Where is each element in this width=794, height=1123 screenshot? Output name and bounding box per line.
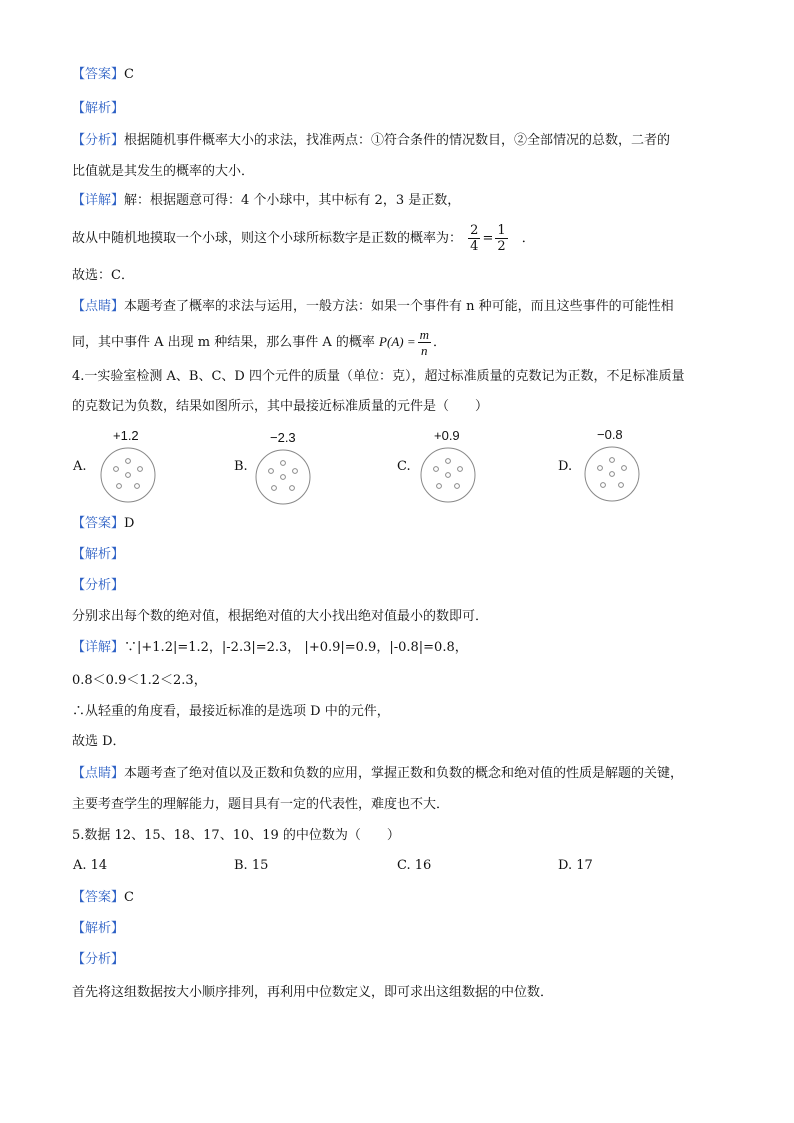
q4-fenxi-text: 分别求出每个数的绝对值，根据绝对值的大小找出绝对值最小的数即可．	[72, 609, 489, 624]
answer-tag: 【答案】	[72, 890, 125, 905]
q4-jiexi: 【解析】	[72, 547, 125, 562]
dianjing-tag: 【点睛】	[72, 766, 125, 781]
answer-value: C	[124, 890, 134, 905]
answer-value: C	[124, 67, 134, 82]
option-label: C.	[397, 459, 411, 474]
fraction-m-over-n	[418, 327, 431, 358]
period: ．	[433, 335, 447, 350]
q4-xiangjie-line-2: 0.8＜0.9＜1.2＜2.3，	[72, 673, 207, 688]
option-value: −0.8	[597, 427, 623, 442]
xiangjie-tag: 【详解】	[72, 640, 125, 655]
q5-option-a: A. 14	[73, 858, 108, 873]
frac-num: m	[419, 327, 429, 342]
q5-jiexi: 【解析】	[72, 921, 125, 936]
q4-answer	[72, 515, 134, 533]
q4-fenxi-tag: 【分析】	[72, 578, 125, 593]
xiangjie-text: 故从中随机地摸取一个小球，则这个小球所标数字是正数的概率为：	[72, 231, 463, 246]
period: ．	[521, 231, 535, 246]
probability-formula: P(A) =	[379, 334, 416, 349]
option-label: D.	[558, 459, 573, 474]
dianjing-tag: 【点睛】	[72, 299, 125, 314]
q5-fenxi-tag: 【分析】	[72, 952, 125, 967]
option-value: +0.9	[434, 428, 460, 443]
component-disc-icon	[99, 446, 157, 504]
frac-den: n	[421, 343, 428, 358]
component-disc-icon	[419, 446, 477, 504]
q4-dianjing-line-2: 主要考查学生的理解能力，题目具有一定的代表性，难度也不大．	[72, 797, 450, 812]
answer-tag: 【答案】	[72, 67, 125, 82]
frac-num: 1	[497, 223, 506, 238]
q4-dianjing-line-1	[72, 765, 683, 783]
answer-tag: 【答案】	[72, 516, 125, 531]
frac-den: 4	[470, 239, 479, 254]
q3-fenxi-line-2: 比值就是其发生的概率的大小．	[72, 164, 255, 179]
q5-fenxi-text: 首先将这组数据按大小顺序排列，再利用中位数定义，即可求出这组数据的中位数．	[72, 985, 554, 1000]
q4-xiangjie-line-3: ∴从轻重的角度看，最接近标准的是选项 D 中的元件，	[72, 704, 390, 719]
xiangjie-tag: 【详解】	[72, 193, 125, 208]
q5-option-d: D. 17	[558, 858, 593, 873]
q5-answer	[72, 889, 134, 907]
q3-xiangjie-line-1	[72, 192, 460, 210]
fraction-two-fourths	[468, 223, 480, 254]
fraction-one-half	[495, 223, 507, 254]
q3-dianjing-line-1	[72, 298, 674, 316]
option-label: B.	[234, 459, 248, 474]
q3-xiangjie-line-2	[72, 220, 535, 258]
option-value: +1.2	[113, 428, 139, 443]
component-disc-icon	[583, 445, 641, 503]
component-disc-icon	[254, 448, 312, 506]
option-value: −2.3	[270, 430, 296, 445]
q4-xiangjie-line-1	[72, 639, 468, 657]
equals-sign: =	[482, 231, 494, 246]
answer-value: D	[124, 516, 135, 531]
q4-stem-line-2: 的克数记为负数，结果如图所示，其中最接近标准质量的元件是（ ）	[72, 399, 489, 414]
dianjing-text: 本题考查了概率的求法与运用，一般方法：如果一个事件有 n 种可能，而且这些事件的可能性相	[124, 299, 674, 314]
option-label: A.	[73, 459, 87, 474]
fenxi-text: 根据随机事件概率大小的求法，找准两点：①符合条件的情况数目，②全部情况的总数，二者的	[124, 133, 671, 148]
q5-option-c: C. 16	[397, 858, 432, 873]
q4-stem-line-1: 4.一实验室检测 A、B、C、D 四个元件的质量（单位：克），超过标准质量的克数记为正数，不足标准质量	[72, 369, 685, 384]
xiangjie-text: 解：根据题意可得：4 个小球中，其中标有 2，3 是正数，	[124, 193, 461, 208]
q4-guxuan: 故选 D．	[72, 734, 126, 749]
q3-jiexi: 【解析】	[72, 101, 125, 116]
dianjing-text: 本题考查了绝对值以及正数和负数的应用，掌握正数和负数的概念和绝对值的性质是解题的关键，	[124, 766, 684, 781]
fenxi-tag: 【分析】	[72, 133, 125, 148]
frac-num: 2	[470, 223, 479, 238]
xiangjie-text: ∵|+1.2|=1.2，|-2.3|=2.3， |+0.9|=0.9，|-0.8|=0.8，	[124, 640, 468, 655]
q3-guxuan: 故选：C．	[72, 268, 134, 283]
q5-stem: 5.数据 12、15、18、17、10、19 的中位数为（ ）	[72, 828, 400, 843]
q5-option-b: B. 15	[234, 858, 269, 873]
q3-fenxi-line-1	[72, 132, 670, 150]
dianjing-text: 同，其中事件 A 出现 m 种结果，那么事件 A 的概率	[72, 335, 375, 350]
q3-dianjing-line-2	[72, 324, 446, 361]
q3-answer	[72, 66, 134, 84]
frac-den: 2	[497, 239, 506, 254]
